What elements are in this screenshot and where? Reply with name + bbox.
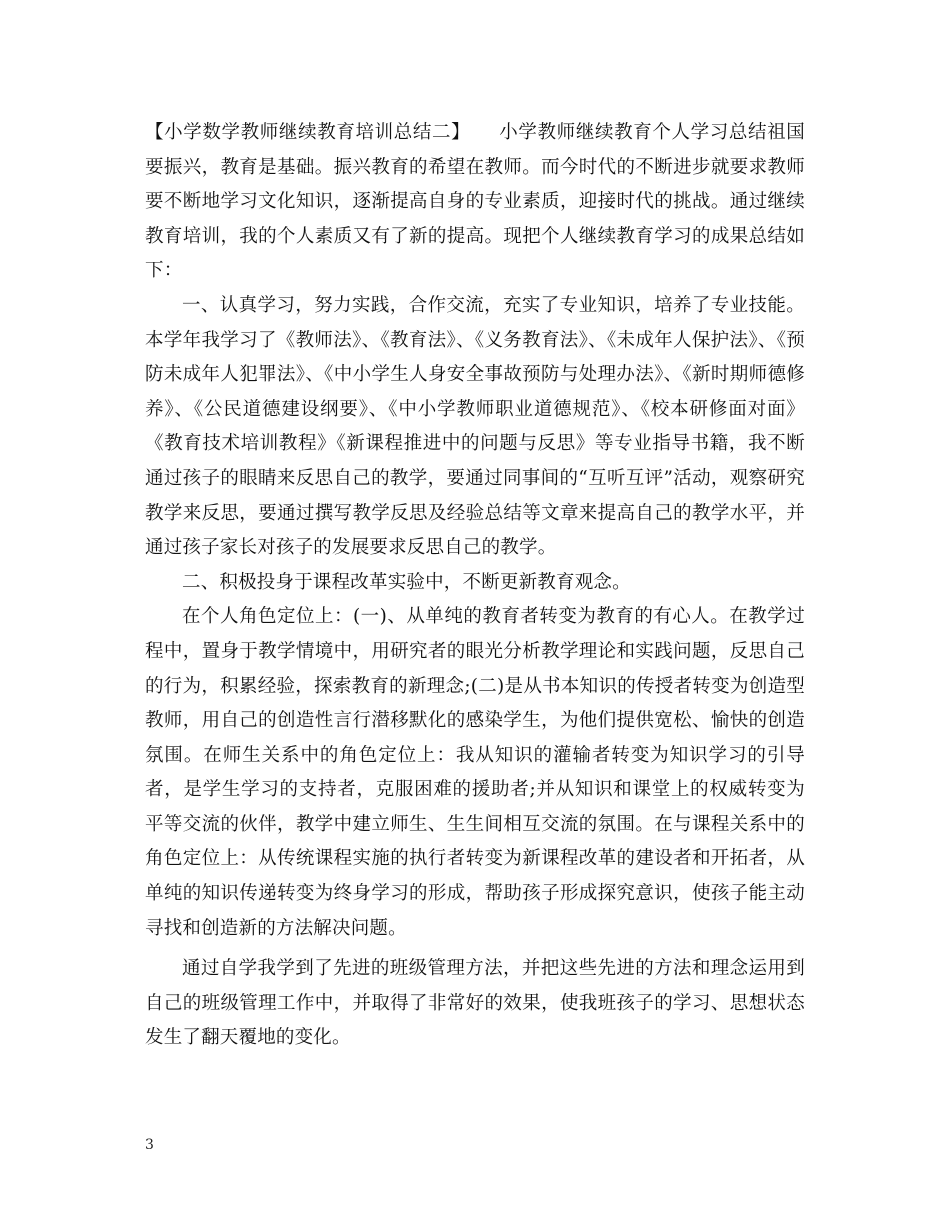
document-body	[145, 116, 805, 1056]
paragraph-section-one: 一、认真学习，努力实践，合作交流，充实了专业知识，培养了专业技能。本学年我学习了《教师法》、《教育法》、《义务教育法》、《未成年人保护法》、《预防未成年人犯罪法》、《中小学生人身安全事故预防与处理办法》、《新时期师德修养》、《公民道德建设纲要》、《中小学教师职业道德规范》、《校本研修面对面》《教育技术培训教程》《新课程推进中的问题与反思》等专业指导书籍，我不断通过孩子的眼睛来反思自己的教学，要通过同事间的“互听互评”活动，观察研究教学来反思，要通过撰写教学反思及经验总结等文章来提高自己的教学水平，并通过孩子家长对孩子的发展要求反思自己的教学。	[145, 294, 805, 559]
paragraph-section-two-heading: 二、积极投身于课程改革实验中，不断更新教育观念。	[182, 571, 631, 593]
page-number: 3	[145, 1137, 154, 1153]
paragraph-class-management: 通过自学我学到了先进的班级管理方法，并把这些先进的方法和理念运用到自己的班级管理工作中，并取得了非常好的效果，使我班孩子的学习、思想状态发生了翻天覆地的变化。	[145, 958, 805, 1049]
paragraph-intro: 【小学数学教师继续教育培训总结二】 小学教师继续教育个人学习总结祖国要振兴，教育是基础。振兴教育的希望在教师。而今时代的不断进步就要求教师要不断地学习文化知识，逐渐提高自身的专业素质，迎接时代的挑战。通过继续教育培训，我的个人素质又有了新的提高。现把个人继续教育学习的成果总结如下：	[145, 122, 805, 282]
paragraph-role-positioning: 在个人角色定位上：(一)、从单纯的教育者转变为教育的有心人。在教学过程中，置身于教学情境中，用研究者的眼光分析教学理论和实践问题，反思自己的行为，积累经验，探索教育的新理念;(二)是从书本知识的传授者转变为创造型教师，用自己的创造性言行潜移默化的感染学生，为他们提供宽松、愉快的创造氛围。在师生关系中的角色定位上：我从知识的灌输者转变为知识学习的引导者，是学生学习的支持者，克服困难的援助者;并从知识和课堂上的权威转变为平等交流的伙伴，教学中建立师生、生生间相互交流的氛围。在与课程关系中的角色定位上：从传统课程实施的执行者转变为新课程改革的建设者和开拓者，从单纯的知识传递转变为终身学习的形成，帮助孩子形成探究意识，使孩子能主动寻找和创造新的方法解决问题。	[145, 606, 805, 939]
